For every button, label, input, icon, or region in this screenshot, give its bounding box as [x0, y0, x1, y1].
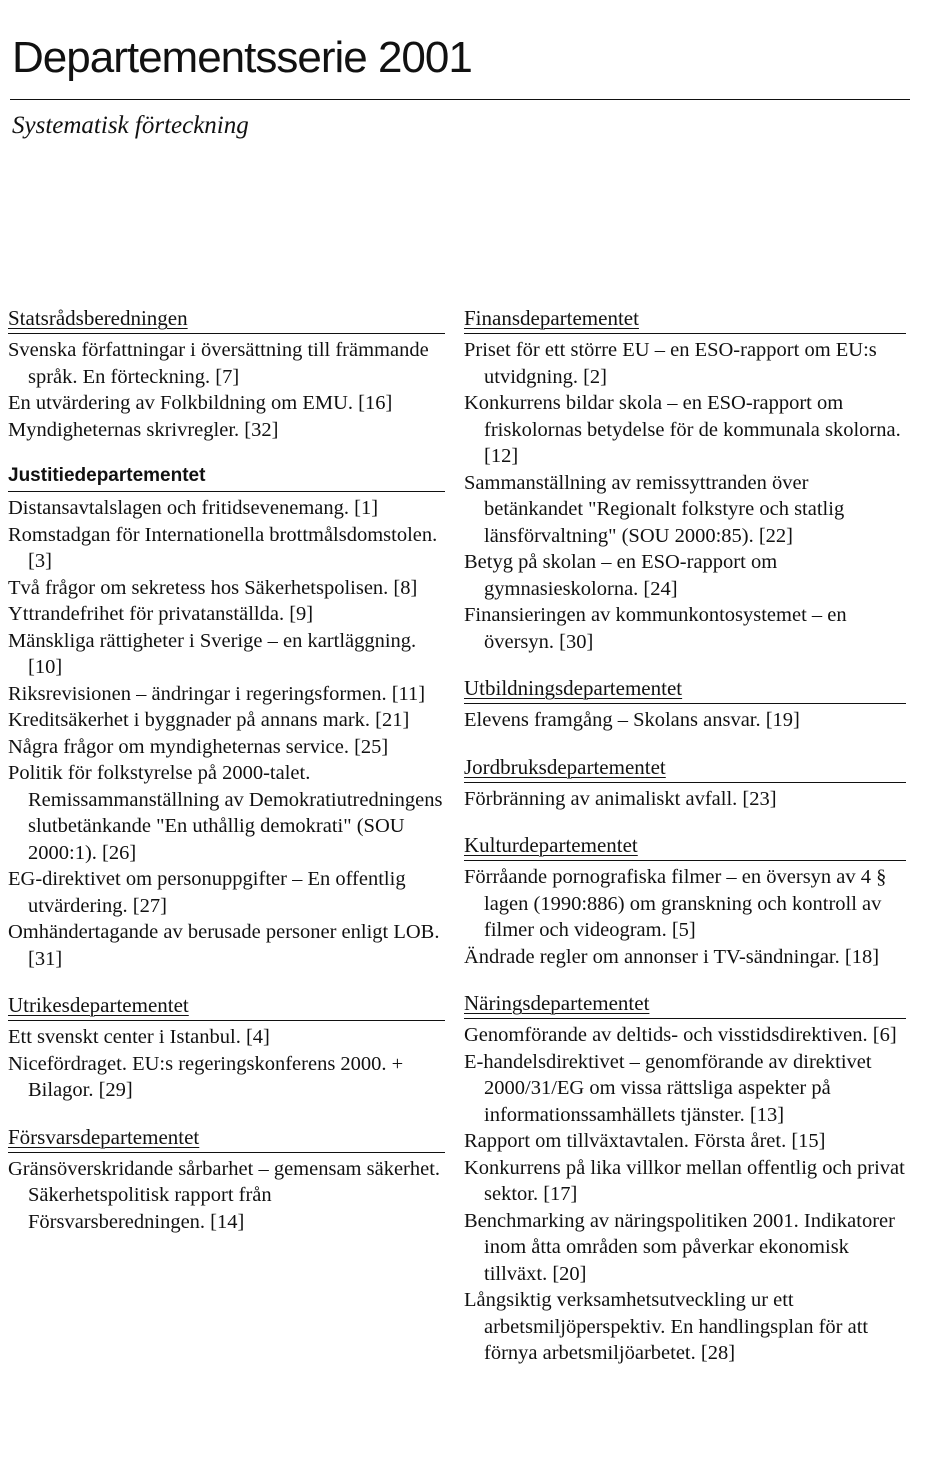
- list-item: Elevens framgång – Skolans ansvar. [19]: [464, 709, 800, 731]
- section-statsradsberedningen: [8, 305, 445, 443]
- entry-list: [8, 495, 445, 972]
- section-kulturdepartementet: [464, 832, 906, 970]
- page-subtitle: Systematisk förteckning: [12, 112, 249, 139]
- list-item: E-handelsdirektivet – genomförande av direktivet 2000/31/EG om vissa rättsliga aspekter på informationssamhällets tjänster. [13]: [464, 1050, 872, 1126]
- list-item: Ett svenskt center i Istanbul. [4]: [8, 1026, 270, 1048]
- entry-list: [8, 337, 445, 443]
- list-item: Betyg på skolan – en ESO-rapport om gymnasieskolorna. [24]: [464, 551, 778, 600]
- list-item: Gränsöverskridande sårbarhet – gemensam säkerhet. Säkerhetspolitisk rapport från Försvarsberedningen. [14]: [8, 1157, 441, 1233]
- list-item: Romstadgan för Internationella brottmålsdomstolen. [3]: [8, 523, 438, 572]
- section-jordbruksdepartementet: [464, 754, 906, 813]
- section-finansdepartementet: [464, 305, 906, 655]
- entry-list: [464, 707, 906, 734]
- list-item: EG-direktivet om personuppgifter – En offentlig utvärdering. [27]: [8, 868, 406, 917]
- section-heading: Försvarsdepartementet: [8, 1124, 445, 1153]
- list-item: Konkurrens på lika villkor mellan offentlig och privat sektor. [17]: [464, 1156, 905, 1205]
- section-heading: Utbildningsdepartementet: [464, 675, 906, 704]
- section-heading: Justitiedepartementet: [8, 463, 445, 492]
- section-heading: Statsrådsberedningen: [8, 305, 445, 334]
- section-heading: Finansdepartementet: [464, 305, 906, 334]
- list-item: Nicefördraget. EU:s regeringskonferens 2000. + Bilagor. [29]: [8, 1052, 404, 1101]
- entry-list: [464, 864, 906, 970]
- section-naringsdepartementet: [464, 990, 906, 1367]
- list-item: Benchmarking av näringspolitiken 2001. Indikatorer inom åtta områden som påverkar ekonomisk tillväxt. [20]: [464, 1209, 895, 1285]
- entry-list: [464, 337, 906, 655]
- list-item: Rapport om tillväxtavtalen. Första året. [15]: [464, 1130, 826, 1152]
- section-forsvarsdepartementet: [8, 1124, 445, 1236]
- page-title: Departementsserie 2001: [12, 33, 472, 82]
- list-item: Förråande pornografiska filmer – en översyn av 4 § lagen (1990:886) om granskning och kontroll av filmer och videogram. [5]: [464, 866, 887, 941]
- section-heading: Kulturdepartementet: [464, 832, 906, 861]
- title-divider: [10, 99, 910, 100]
- list-item: Distansavtalslagen och fritidsevenemang. [1]: [8, 497, 379, 519]
- list-item: En utvärdering av Folkbildning om EMU. [16]: [8, 392, 393, 414]
- list-item: Två frågor om sekretess hos Säkerhetspolisen. [8]: [8, 576, 418, 599]
- list-item: Svenska författningar i översättning till främmande språk. En förteckning. [7]: [8, 339, 429, 388]
- entry-list: [464, 1022, 906, 1367]
- list-item: Förbränning av animaliskt avfall. [23]: [464, 787, 777, 810]
- list-item: Omhändertagande av berusade personer enligt LOB. [31]: [8, 921, 440, 970]
- entry-list: [8, 1024, 445, 1104]
- list-item: Några frågor om myndigheternas service. [25]: [8, 735, 389, 758]
- section-utrikesdepartementet: [8, 992, 445, 1104]
- section-justitiedepartementet: [8, 463, 445, 972]
- section-heading: Utrikesdepartementet: [8, 992, 445, 1021]
- list-item: Priset för ett större EU – en ESO-rapport om EU:s utvidgning. [2]: [464, 339, 877, 388]
- list-item: Långsiktig verksamhetsutveckling ur ett arbetsmiljöperspektiv. En handlingsplan för att förnya arbetsmiljöarbetet. [28]: [464, 1289, 869, 1364]
- left-column: [8, 305, 445, 1255]
- entry-list: [464, 786, 906, 813]
- list-item: Sammanställning av remissyttranden över betänkandet "Regionalt folkstyre och statlig länsförvaltning" (SOU 2000:85). [22]: [464, 471, 845, 547]
- list-item: Konkurrens bildar skola – en ESO-rapport om friskolornas betydelse för de kommunala skolorna. [12]: [464, 392, 901, 467]
- entry-list: [8, 1156, 445, 1236]
- section-utbildningsdepartementet: [464, 675, 906, 734]
- list-item: Yttrandefrihet för privatanställda. [9]: [8, 603, 314, 625]
- list-item: Politik för folkstyrelse på 2000-talet. Remissammanställning av Demokratiutredningens slutbetänkande "En uthållig demokrati" (SOU 2000:1). [26]: [8, 762, 443, 864]
- list-item: Kreditsäkerhet i byggnader på annans mark. [21]: [8, 709, 410, 731]
- list-item: Riksrevisionen – ändringar i regeringsformen. [11]: [8, 682, 426, 705]
- section-heading: Jordbruksdepartementet: [464, 754, 906, 783]
- list-item: Myndigheternas skrivregler. [32]: [8, 418, 279, 441]
- section-heading: Näringsdepartementet: [464, 990, 906, 1019]
- list-item: Genomförande av deltids- och visstidsdirektiven. [6]: [464, 1024, 897, 1046]
- right-column: [464, 305, 906, 1387]
- list-item: Mänskliga rättigheter i Sverige – en kartläggning. [10]: [8, 629, 417, 678]
- list-item: Ändrade regler om annonser i TV-sändningar. [18]: [464, 945, 880, 968]
- list-item: Finansieringen av kommunkontosystemet – en översyn. [30]: [464, 604, 847, 653]
